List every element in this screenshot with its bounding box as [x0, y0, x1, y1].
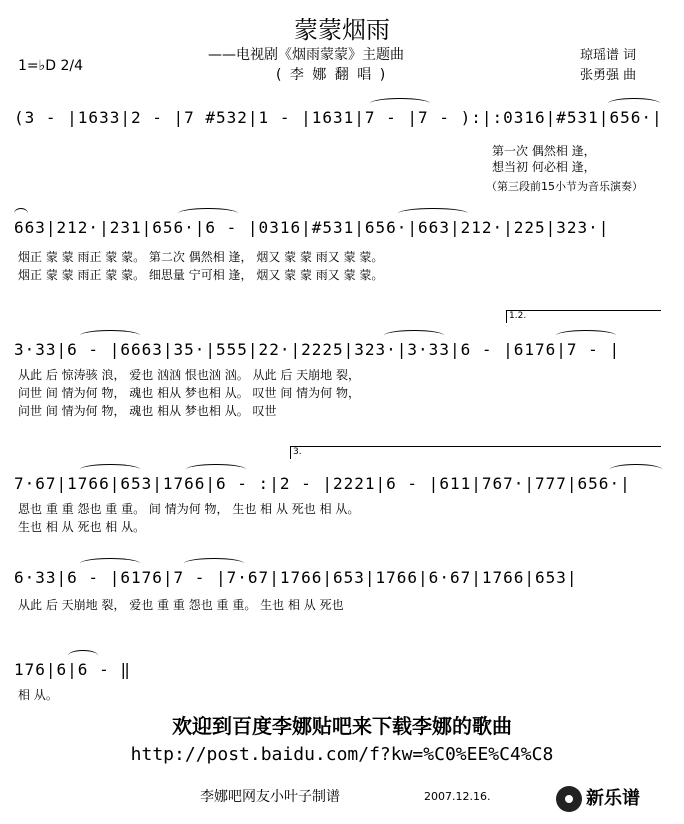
welcome-banner: 欢迎到百度李娜贴吧来下载李娜的歌曲 — [172, 714, 512, 738]
site-logo-text: 新乐谱 — [586, 788, 640, 809]
lyrics-row-1-verse-2: 想当初 何必相 逢， — [492, 160, 596, 174]
tie-mark — [80, 330, 140, 341]
lyricist-credit: 琼瑶谱 词 — [580, 48, 637, 63]
lyrics-row-3-verse-2: 问世 间 情为何 物， 魂也 相从 梦也相 从。 叹世 间 情为何 物， — [18, 386, 360, 400]
singer-credit: ( 李 娜 翻 唱 ) — [276, 67, 388, 83]
lyrics-row-5-verse-1: 从此 后 天崩地 裂， 爱也 重 重 怨也 重 重。 生也 相 从 死也 — [18, 598, 344, 612]
tie-mark — [14, 208, 28, 219]
tie-mark — [370, 98, 430, 109]
date-stamp: 2007.12.16. — [424, 790, 491, 803]
lyrics-row-1-verse-1: 第一次 偶然相 逢， — [492, 144, 596, 158]
notation-row-1: (3 - |1633|2 - |7 #532|1 - |1631|7 - |7 - ):|:0316|#531|656·| — [14, 108, 663, 127]
song-subtitle: ——电视剧《烟雨蒙蒙》主题曲 — [208, 47, 404, 63]
lyrics-row-3-verse-1: 从此 后 惊涛骇 浪， 爱也 汹汹 恨也汹 汹。 从此 后 天崩地 裂， — [18, 368, 360, 382]
lyrics-row-4-verse-2: 生也 相 从 死也 相 从。 — [18, 520, 146, 534]
tie-mark — [80, 464, 140, 475]
volta-bracket: 3. — [290, 446, 661, 459]
lyrics-row-6-verse-1: 相 从。 — [18, 688, 58, 702]
tie-mark — [186, 464, 246, 475]
tie-mark — [384, 330, 444, 341]
lyrics-row-2-verse-2: 烟正 蒙 蒙 雨正 蒙 蒙。 细思量 宁可相 逢， 烟又 蒙 蒙 雨又 蒙 蒙。 — [18, 268, 384, 282]
song-title: 蒙蒙烟雨 — [294, 16, 390, 44]
tie-mark — [610, 464, 662, 475]
tie-mark — [608, 98, 660, 109]
site-logo — [556, 784, 640, 812]
composer-credit: 张勇强 曲 — [580, 68, 637, 83]
lyrics-row-2-verse-1: 烟正 蒙 蒙 雨正 蒙 蒙。 第二次 偶然相 逢， 烟又 蒙 蒙 雨又 蒙 蒙。 — [18, 250, 384, 264]
key-signature: 1=♭D 2/4 — [18, 58, 84, 74]
notation-row-3: 3·33|6 - |6663|35·|555|22·|2225|323·|3·33|6 - |6176|7 - | — [14, 340, 621, 359]
tie-mark — [556, 330, 616, 341]
tie-mark — [184, 558, 244, 569]
transcriber-credit: 李娜吧网友小叶子制谱 — [200, 789, 340, 805]
tie-mark — [398, 208, 468, 219]
tie-mark — [178, 208, 238, 219]
performance-note: （第三段前15小节为音乐演奏） — [486, 180, 643, 193]
disc-icon — [556, 786, 582, 812]
baidu-url: http://post.baidu.com/f?kw=%C0%EE%C4%C8 — [130, 744, 554, 765]
lyrics-row-4-verse-1: 恩也 重 重 怨也 重 重。 间 情为何 物， 生也 相 从 死也 相 从。 — [18, 502, 360, 516]
lyrics-row-3-verse-3: 问世 间 情为何 物， 魂也 相从 梦也相 从。 叹世 — [18, 404, 277, 418]
notation-row-6: 176|6|6 - ‖ — [14, 660, 131, 679]
tie-mark — [80, 558, 140, 569]
volta-bracket: 1.2. — [506, 310, 661, 323]
notation-row-5: 6·33|6 - |6176|7 - |7·67|1766|653|1766|6·67|1766|653| — [14, 568, 578, 587]
notation-row-2: 663|212·|231|656·|6 - |0316|#531|656·|663|212·|225|323·| — [14, 218, 610, 237]
notation-row-4: 7·67|1766|653|1766|6 - :|2 - |2221|6 - |611|767·|777|656·| — [14, 474, 631, 493]
tie-mark — [68, 650, 98, 661]
